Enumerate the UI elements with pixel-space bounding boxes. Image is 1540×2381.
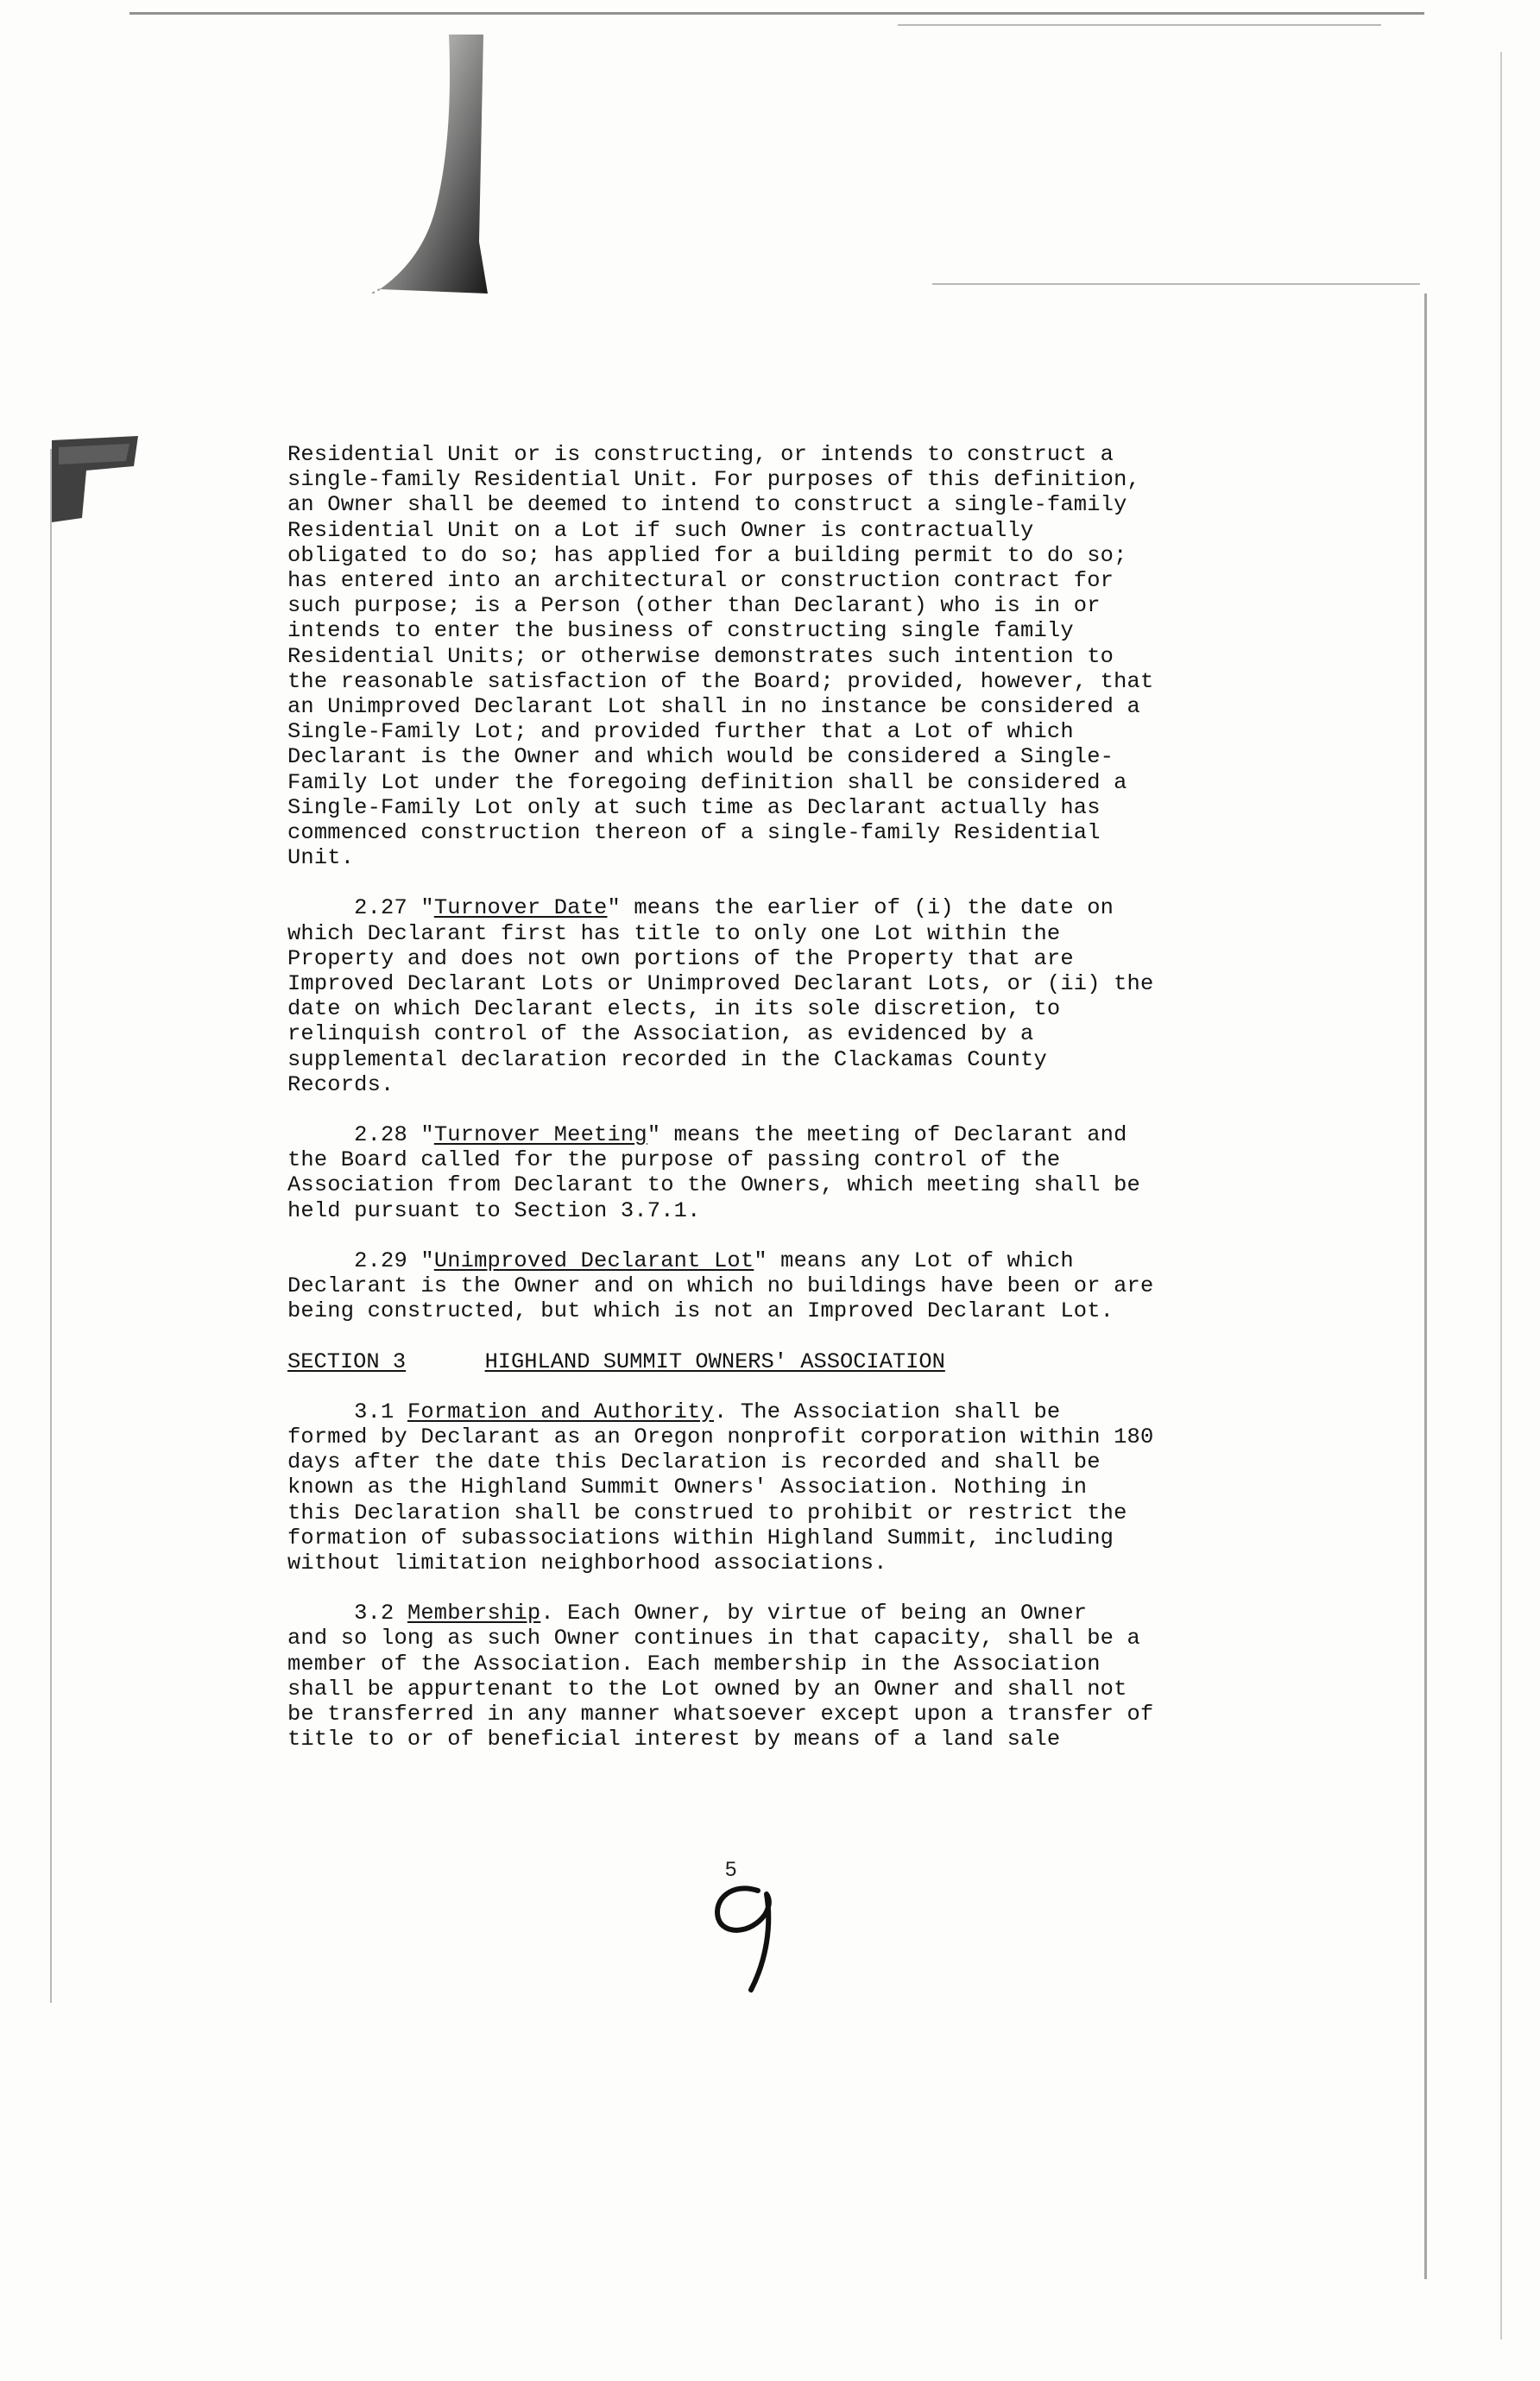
text-line: known as the Highland Summit Owners' Association. Nothing in (287, 1475, 1088, 1500)
text-line: be transferred in any manner whatsoever except upon a transfer of (287, 1701, 1154, 1727)
text-line: member of the Association. Each membership in the Association (287, 1651, 1101, 1677)
scan-edge-top-secondary (898, 24, 1381, 26)
scan-edge-right (1424, 294, 1427, 2279)
text-line: Family Lot under the foregoing definition shall be considered a (287, 769, 1127, 795)
text-line: Residential Unit on a Lot if such Owner is contractually (287, 517, 1034, 543)
text-line: has entered into an architectural or construction contract for (287, 568, 1114, 594)
subsection-3-2: 3.2 Membership. Each Owner, by virtue of being an Owner and so long as such Owner continues in that capacity, shall be a member of the Association. Each membership in the Association shall be appurtenant to the Lot owned by an Owner and shall not be transferred in any manner whatsoever except upon a transfer of title to or of beneficial interest by means of a land sale (287, 1601, 1280, 1752)
section-heading (287, 1349, 1280, 1374)
text-line: Declarant is the Owner and which would be considered a Single- (287, 744, 1114, 770)
text-line: Association from Declarant to the Owners, which meeting shall be (287, 1172, 1140, 1198)
text-line: formed by Declarant as an Oregon nonprofit corporation within 180 (287, 1424, 1154, 1449)
text-line: title to or of beneficial interest by means of a land sale (287, 1727, 1061, 1753)
handwritten-page-mark (697, 1865, 801, 1994)
text-line: relinquish control of the Association, as evidenced by a (287, 1021, 1034, 1047)
paragraph-single-family-lot-continued (287, 442, 1280, 870)
scan-edge-top (129, 12, 1424, 15)
text-line: Residential Unit or is constructing, or intends to construct a (287, 442, 1114, 467)
text-line: shall be appurtenant to the Lot owned by an Owner and shall not (287, 1676, 1127, 1702)
text-line: such purpose; is a Person (other than Declarant) who is in or (287, 593, 1101, 619)
definition-2-29: 2.29 "Unimproved Declarant Lot" means any Lot of which Declarant is the Owner and on which no buildings have been or are being constructed, but which is not an Improved Declarant Lot. (287, 1248, 1280, 1324)
scan-edge-page-top (932, 283, 1420, 285)
scan-edge-left (50, 449, 52, 2003)
defined-term: Turnover Date (433, 895, 608, 921)
definition-2-28: 2.28 "Turnover Meeting" means the meeting of Declarant and the Board called for the purpose of passing control of the Association from Declarant to the Owners, which meeting shall be held pursuant to Section 3.7.1. (287, 1122, 1280, 1223)
text-line: single-family Residential Unit. For purposes of this definition, (287, 467, 1140, 493)
subsection-title: Membership (407, 1601, 541, 1626)
text-line: Records. (287, 1071, 394, 1097)
scan-binder-mark (35, 432, 147, 535)
subsection-title: Formation and Authority (407, 1399, 714, 1424)
text-line: commenced construction thereon of a single-family Residential (287, 820, 1101, 846)
section-label: SECTION 3 (287, 1348, 407, 1374)
section-number: 3.1 (287, 1399, 407, 1424)
text-line: Residential Units; or otherwise demonstrates such intention to (287, 643, 1114, 669)
text-line: Declarant is the Owner and on which no buildings have been or are (287, 1273, 1154, 1299)
scan-shadow-smudge (354, 35, 492, 294)
subsection-3-1: 3.1 Formation and Authority. The Association shall be formed by Declarant as an Oregon nonprofit corporation within 180 days after the date this Declaration is recorded and shall be known as the Highland Summit Owners' Association. Nothing in this Declaration shall be construed to prohibit or restrict the formation of subassociations within Highland Summit, including without limitation neighborhood associations. (287, 1399, 1280, 1576)
definition-2-27: 2.27 "Turnover Date" means the earlier of (i) the date on which Declarant first has title to only one Lot within the Property and does not own portions of the Property that are Improved Declarant Lots or Unimproved Declarant Lots, or (ii) the date on which Declarant elects, in its sole discretion, to relinquish control of the Association, as evidenced by a supplemental declaration recorded in the Clackamas County Records. (287, 895, 1280, 1097)
text-line: obligated to do so; has applied for a building permit to do so; (287, 542, 1127, 568)
section-title: HIGHLAND SUMMIT OWNERS' ASSOCIATION (484, 1348, 945, 1374)
text-line: intends to enter the business of constructing single family (287, 618, 1074, 644)
section-number: 2.29 (287, 1247, 421, 1273)
text-line: held pursuant to Section 3.7.1. (287, 1197, 701, 1223)
page-number: 5 (725, 1858, 737, 1881)
document-body (287, 442, 1280, 1777)
text-line: date on which Declarant elects, in its sole discretion, to (287, 996, 1061, 1022)
text-line: Single-Family Lot only at such time as Declarant actually has (287, 794, 1101, 820)
text-line: and so long as such Owner continues in that capacity, shall be a (287, 1626, 1140, 1652)
text-line: an Owner shall be deemed to intend to construct a single-family (287, 492, 1127, 518)
text-line: Unit. (287, 845, 355, 871)
text-line: supplemental declaration recorded in the Clackamas County (287, 1046, 1047, 1072)
text-line: being constructed, but which is not an Improved Declarant Lot. (287, 1298, 1114, 1324)
text-line: the reasonable satisfaction of the Board; provided, however, that (287, 668, 1154, 694)
text-line: without limitation neighborhood associations. (287, 1550, 887, 1576)
defined-term: Unimproved Declarant Lot (433, 1247, 754, 1273)
text-line: Improved Declarant Lots or Unimproved Declarant Lots, or (ii) the (287, 971, 1154, 997)
section-number: 2.28 (287, 1122, 421, 1148)
section-number: 3.2 (287, 1601, 407, 1626)
text-line: Single-Family Lot; and provided further that a Lot of which (287, 719, 1074, 745)
scan-edge-far-right (1500, 52, 1502, 2340)
section-number: 2.27 (287, 895, 421, 921)
text-line: the Board called for the purpose of passing control of the (287, 1147, 1061, 1173)
text-line: formation of subassociations within Highland Summit, including (287, 1525, 1114, 1550)
text-line: days after the date this Declaration is recorded and shall be (287, 1449, 1101, 1475)
text-line: this Declaration shall be construed to prohibit or restrict the (287, 1500, 1127, 1525)
text-line: Property and does not own portions of the Property that are (287, 945, 1074, 971)
text-line: which Declarant first has title to only one Lot within the (287, 920, 1061, 946)
text-line: an Unimproved Declarant Lot shall in no instance be considered a (287, 694, 1140, 720)
defined-term: Turnover Meeting (433, 1122, 647, 1148)
